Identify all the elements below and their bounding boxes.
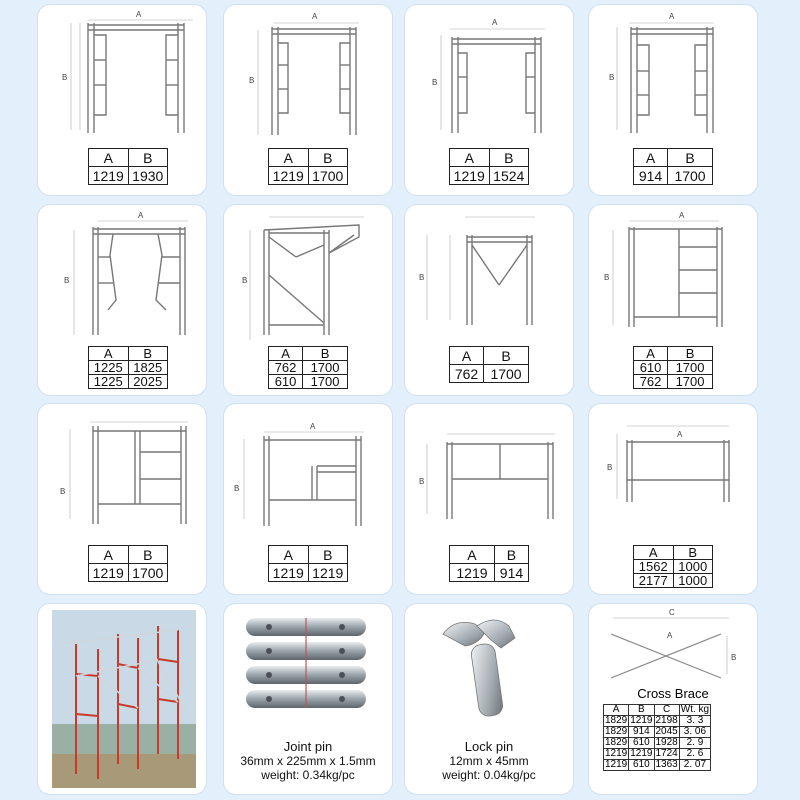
table-cell: A bbox=[450, 546, 495, 564]
table-cell: A bbox=[634, 347, 668, 361]
table-row bbox=[269, 167, 348, 185]
table-cell: 2. 07 bbox=[679, 760, 710, 771]
table-cell: 3. 3 bbox=[679, 716, 710, 727]
table-cell: A bbox=[269, 149, 309, 167]
frame-card-6 bbox=[224, 205, 392, 395]
frame-card-11 bbox=[405, 404, 573, 594]
lock-pin-caption bbox=[405, 740, 573, 782]
table-row bbox=[604, 716, 711, 727]
table-row bbox=[89, 564, 168, 582]
table-cell: 1930 bbox=[128, 167, 168, 185]
table-cell: 1562 bbox=[634, 560, 674, 574]
frame-size-table bbox=[268, 148, 348, 185]
frame-card-5 bbox=[38, 205, 206, 395]
table-cell: 1829 bbox=[605, 715, 628, 726]
table-cell: B bbox=[673, 546, 713, 560]
walk-through-frame-drawing bbox=[405, 5, 573, 145]
table-cell: 1829 bbox=[605, 737, 628, 748]
cross-brace-drawing bbox=[589, 604, 757, 694]
table-cell: 2. 9 bbox=[679, 738, 710, 749]
frame-size-table bbox=[268, 545, 348, 582]
frame-size-table bbox=[633, 545, 713, 588]
table-row bbox=[450, 347, 529, 365]
table-row bbox=[634, 546, 713, 560]
table-cell: 1700 bbox=[484, 365, 529, 383]
joint-pin-weight: weight: 0.34kg/pc bbox=[261, 768, 355, 782]
table-row bbox=[604, 705, 711, 716]
table-cell: B bbox=[494, 546, 528, 564]
table-cell: A bbox=[269, 546, 309, 564]
cross-brace-title: Cross Brace bbox=[637, 686, 709, 701]
table-row bbox=[634, 167, 713, 185]
dim-a-label: A bbox=[677, 430, 683, 439]
table-cell: 3. 06 bbox=[679, 727, 710, 738]
table-row bbox=[604, 749, 711, 760]
frame-card-10 bbox=[224, 404, 392, 594]
lock-pin-weight: weight: 0.04kg/pc bbox=[442, 768, 536, 782]
table-cell: 914 bbox=[634, 167, 668, 185]
guardrail-frame-drawing bbox=[589, 404, 757, 544]
table-cell: 1700 bbox=[668, 361, 713, 375]
table-cell: 610 bbox=[634, 361, 668, 375]
cross-brace-card bbox=[589, 604, 757, 794]
dim-b-label: B bbox=[419, 477, 425, 486]
table-cell: A bbox=[604, 705, 629, 716]
table-cell: 1219 bbox=[89, 564, 129, 582]
table-row bbox=[89, 347, 168, 361]
table-cell: 1219 bbox=[605, 759, 628, 770]
table-cell: B bbox=[484, 347, 529, 365]
table-row bbox=[634, 560, 713, 574]
dim-a-label: A bbox=[667, 631, 673, 640]
table-cell: A bbox=[89, 149, 129, 167]
h-frame-drawing bbox=[224, 404, 392, 544]
table-cell: 1219 bbox=[630, 715, 653, 726]
table-cell: 1000 bbox=[673, 560, 713, 574]
dim-b-label: B bbox=[234, 484, 240, 493]
joint-pin-title: Joint pin bbox=[283, 739, 333, 754]
table-row bbox=[634, 361, 713, 375]
table-row bbox=[269, 347, 348, 361]
table-cell: A bbox=[89, 347, 129, 361]
frame-card-12 bbox=[589, 404, 757, 594]
lock-pin-size: 12mm x 45mm bbox=[449, 754, 529, 768]
table-row bbox=[89, 167, 168, 185]
table-row bbox=[604, 727, 711, 738]
table-cell: 1700 bbox=[303, 375, 348, 389]
dim-b-label: B bbox=[64, 276, 70, 285]
ladder-frame-drawing bbox=[38, 205, 206, 345]
table-cell: 1219 bbox=[630, 748, 653, 759]
lock-pin-card bbox=[405, 604, 573, 794]
table-cell: 2. 6 bbox=[679, 749, 710, 760]
table-row bbox=[269, 361, 348, 375]
ladder-frame-drawing bbox=[589, 205, 757, 345]
table-cell: C bbox=[654, 705, 679, 716]
narrow-frame-drawing bbox=[224, 205, 392, 345]
table-cell: A bbox=[89, 546, 129, 564]
dim-a-label: A bbox=[679, 211, 685, 220]
table-row bbox=[450, 149, 529, 167]
joint-pin-caption bbox=[224, 740, 392, 782]
table-cell: Wt. kg bbox=[680, 704, 710, 715]
frame-card-7 bbox=[405, 205, 573, 395]
table-cell: 610 bbox=[629, 738, 654, 749]
table-row bbox=[269, 546, 348, 564]
table-cell: 1219 bbox=[89, 167, 129, 185]
table-cell: 1363 bbox=[655, 759, 678, 770]
table-cell: B bbox=[128, 347, 168, 361]
table-row bbox=[450, 564, 529, 582]
table-cell: 610 bbox=[629, 760, 654, 771]
table-cell: B bbox=[128, 546, 168, 564]
table-cell: 1219 bbox=[450, 167, 490, 185]
table-row bbox=[89, 375, 168, 389]
cross-brace-table bbox=[603, 704, 711, 771]
joint-pin-photo bbox=[224, 604, 392, 734]
dim-c-label: C bbox=[669, 608, 675, 617]
dim-b-label: B bbox=[609, 73, 615, 82]
table-cell: B bbox=[303, 347, 348, 361]
frame-card-3 bbox=[405, 5, 573, 195]
table-cell: 1700 bbox=[668, 167, 713, 185]
table-cell: 1724 bbox=[655, 748, 678, 759]
table-cell: A bbox=[634, 149, 668, 167]
dim-b-label: B bbox=[607, 463, 613, 472]
frame-size-table bbox=[268, 346, 348, 389]
table-cell: B bbox=[308, 149, 348, 167]
dim-a-label: A bbox=[310, 422, 316, 431]
table-cell: 1700 bbox=[668, 375, 713, 389]
frame-size-table bbox=[449, 346, 529, 383]
table-cell: A bbox=[634, 546, 674, 560]
table-cell: B bbox=[128, 149, 168, 167]
frame-card-1 bbox=[38, 5, 206, 195]
table-row bbox=[89, 149, 168, 167]
dim-b-label: B bbox=[60, 487, 66, 496]
frame-card-9 bbox=[38, 404, 206, 594]
table-cell: 2045 bbox=[655, 726, 678, 737]
dim-b-label: B bbox=[731, 653, 737, 662]
table-cell: 1700 bbox=[303, 361, 348, 375]
frame-size-table bbox=[633, 148, 713, 185]
walk-through-frame-drawing bbox=[224, 5, 392, 145]
table-cell: 762 bbox=[634, 375, 668, 389]
table-cell: 914 bbox=[629, 727, 654, 738]
table-cell: A bbox=[450, 149, 490, 167]
table-cell: 610 bbox=[269, 375, 303, 389]
table-cell: 1219 bbox=[450, 564, 495, 582]
table-cell: 1219 bbox=[269, 167, 309, 185]
table-cell: 1700 bbox=[308, 167, 348, 185]
table-row bbox=[89, 546, 168, 564]
dim-a-label: A bbox=[138, 211, 144, 220]
table-cell: 914 bbox=[494, 564, 528, 582]
walk-through-frame-drawing bbox=[38, 5, 206, 145]
joint-pin-card bbox=[224, 604, 392, 794]
table-row bbox=[269, 375, 348, 389]
table-row bbox=[634, 574, 713, 588]
table-cell: 2025 bbox=[128, 375, 168, 389]
table-cell: 1829 bbox=[605, 726, 628, 737]
table-cell: 1700 bbox=[128, 564, 168, 582]
dim-a-label: A bbox=[669, 12, 675, 21]
table-cell: 1225 bbox=[89, 361, 129, 375]
table-row bbox=[450, 167, 529, 185]
dim-b-label: B bbox=[604, 273, 610, 282]
frame-size-table bbox=[88, 148, 168, 185]
table-cell: 762 bbox=[450, 365, 484, 383]
mason-frame-drawing bbox=[405, 205, 573, 345]
table-row bbox=[89, 361, 168, 375]
table-row bbox=[634, 149, 713, 167]
table-row bbox=[634, 375, 713, 389]
dim-b-label: B bbox=[62, 73, 68, 82]
dim-a-label: A bbox=[492, 18, 498, 27]
table-cell: 1219 bbox=[308, 564, 348, 582]
table-row bbox=[604, 738, 711, 749]
lock-pin-photo bbox=[405, 604, 573, 734]
table-cell: B bbox=[668, 347, 713, 361]
table-cell: B bbox=[489, 149, 529, 167]
frame-size-table bbox=[88, 545, 168, 582]
table-cell: 2198 bbox=[655, 715, 678, 726]
table-cell: 1825 bbox=[128, 361, 168, 375]
walk-through-frame-drawing bbox=[589, 5, 757, 145]
lock-pin-title: Lock pin bbox=[464, 739, 514, 754]
table-row bbox=[450, 365, 529, 383]
table-cell: A bbox=[450, 347, 484, 365]
table-cell: 1225 bbox=[89, 375, 129, 389]
h-frame-drawing bbox=[38, 404, 206, 544]
table-row bbox=[604, 760, 711, 771]
h-frame-drawing bbox=[405, 404, 573, 544]
joint-pin-size: 36mm x 225mm x 1.5mm bbox=[240, 754, 376, 768]
dim-a-label: A bbox=[312, 12, 318, 21]
table-cell: 1000 bbox=[673, 574, 713, 588]
table-cell: 1524 bbox=[489, 167, 529, 185]
table-cell: B bbox=[308, 546, 348, 564]
frame-card-8 bbox=[589, 205, 757, 395]
frame-size-table bbox=[633, 346, 713, 389]
table-row bbox=[269, 564, 348, 582]
frame-card-2 bbox=[224, 5, 392, 195]
table-cell: 1219 bbox=[269, 564, 309, 582]
scaffold-tower-photo bbox=[38, 604, 206, 794]
table-cell: 1928 bbox=[655, 737, 678, 748]
table-row bbox=[634, 347, 713, 361]
table-cell: 1219 bbox=[605, 748, 628, 759]
dim-a-label: A bbox=[136, 10, 142, 19]
frame-size-table bbox=[449, 148, 529, 185]
table-row bbox=[450, 546, 529, 564]
dim-b-label: B bbox=[242, 276, 248, 285]
table-cell: B bbox=[629, 705, 654, 716]
frame-card-4 bbox=[589, 5, 757, 195]
frame-size-table bbox=[88, 346, 168, 389]
frame-size-table bbox=[449, 545, 529, 582]
table-cell: A bbox=[269, 347, 303, 361]
table-cell: 762 bbox=[269, 361, 303, 375]
dim-b-label: B bbox=[249, 76, 255, 85]
dim-b-label: B bbox=[419, 273, 425, 282]
scaffold-photo-card bbox=[38, 604, 206, 794]
table-cell: B bbox=[668, 149, 713, 167]
dim-b-label: B bbox=[432, 78, 438, 87]
table-row bbox=[269, 149, 348, 167]
table-cell: 2177 bbox=[634, 574, 674, 588]
